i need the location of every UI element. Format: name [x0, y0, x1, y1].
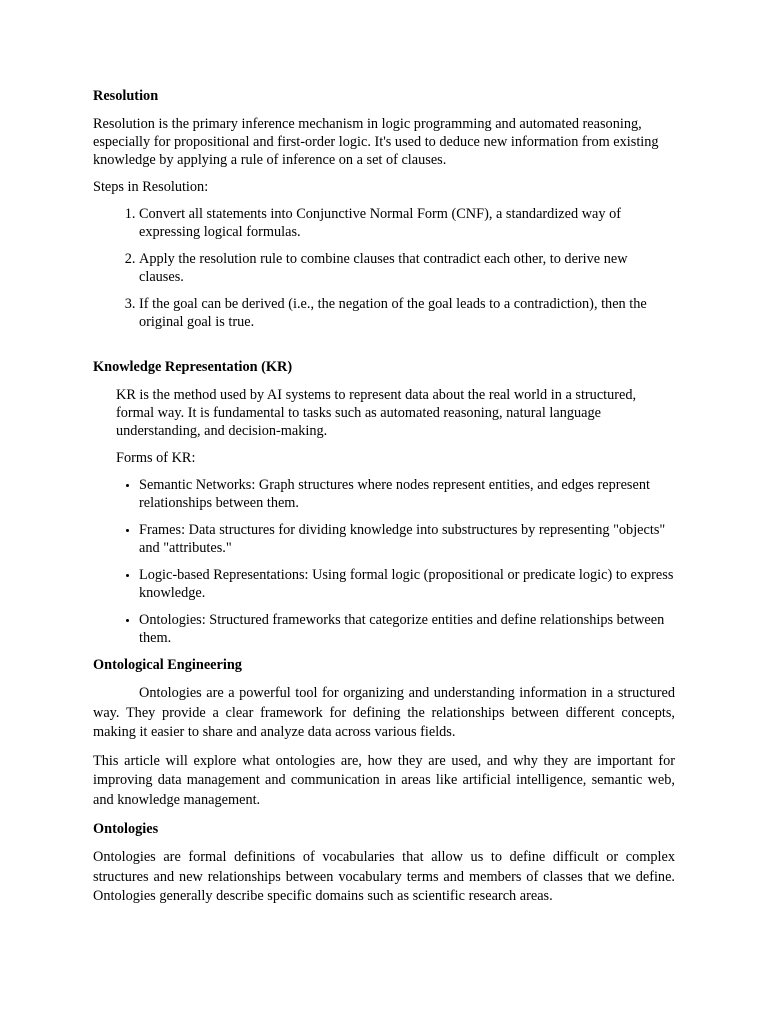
resolution-step: 1. Convert all statements into Conjunctive Normal Form (CNF), a standardized way of expressing logical formulas. [139, 205, 675, 241]
kr-forms-list [93, 476, 675, 647]
kr-forms-label: Forms of KR: [116, 450, 196, 466]
kr-form-item: • Semantic Networks: Graph structures where nodes represent entities, and edges represent relationships between them. [139, 476, 675, 512]
kr-form-item: • Frames: Data structures for dividing knowledge into substructures by representing "objects" and "attributes." [139, 521, 675, 557]
resolution-step: 2. Apply the resolution rule to combine clauses that contradict each other, to derive new clauses. [139, 250, 675, 286]
resolution-steps-label: Steps in Resolution: [93, 179, 209, 195]
resolution-heading: Resolution [93, 88, 159, 104]
kr-section-body [93, 386, 675, 467]
ontologies-heading: Ontologies [93, 821, 159, 837]
resolution-steps-list [93, 205, 675, 331]
kr-heading: Knowledge Representation (KR) [93, 359, 293, 375]
kr-form-item: • Logic-based Representations: Using formal logic (propositional or predicate logic) to express knowledge. [139, 566, 675, 602]
ontological-engineering-para1: Ontologies are a powerful tool for organizing and understanding information in a structured way. They provide a clear framework for defining the relationships between different concepts, making it easier to share and analyze data across various fields. [93, 685, 675, 740]
resolution-step: 3. If the goal can be derived (i.e., the negation of the goal leads to a contradiction), then the original goal is true. [139, 295, 675, 331]
ontologies-para1: Ontologies are formal definitions of vocabularies that allow us to define difficult or complex structures and new relationships between vocabulary terms and members of classes that we define. Ontologies generally describe specific domains such as scientific research areas. [93, 849, 675, 904]
kr-intro: KR is the method used by AI systems to represent data about the real world in a structured, formal way. It is fundamental to tasks such as automated reasoning, natural language understanding, and decision-making. [116, 387, 637, 439]
kr-form-item: • Ontologies: Structured frameworks that categorize entities and define relationships between them. [139, 611, 675, 647]
document-content [93, 87, 675, 916]
ontological-engineering-heading: Ontological Engineering [93, 657, 242, 673]
resolution-intro: Resolution is the primary inference mechanism in logic programming and automated reasoning, especially for propositional and first-order logic. It's used to deduce new information from existing knowledge by applying a rule of inference on a set of clauses. [93, 116, 659, 168]
ontological-engineering-para2: This article will explore what ontologies are, how they are used, and why they are important for improving data management and communication in areas like artificial intelligence, semantic web, and knowledge management. [93, 752, 675, 808]
